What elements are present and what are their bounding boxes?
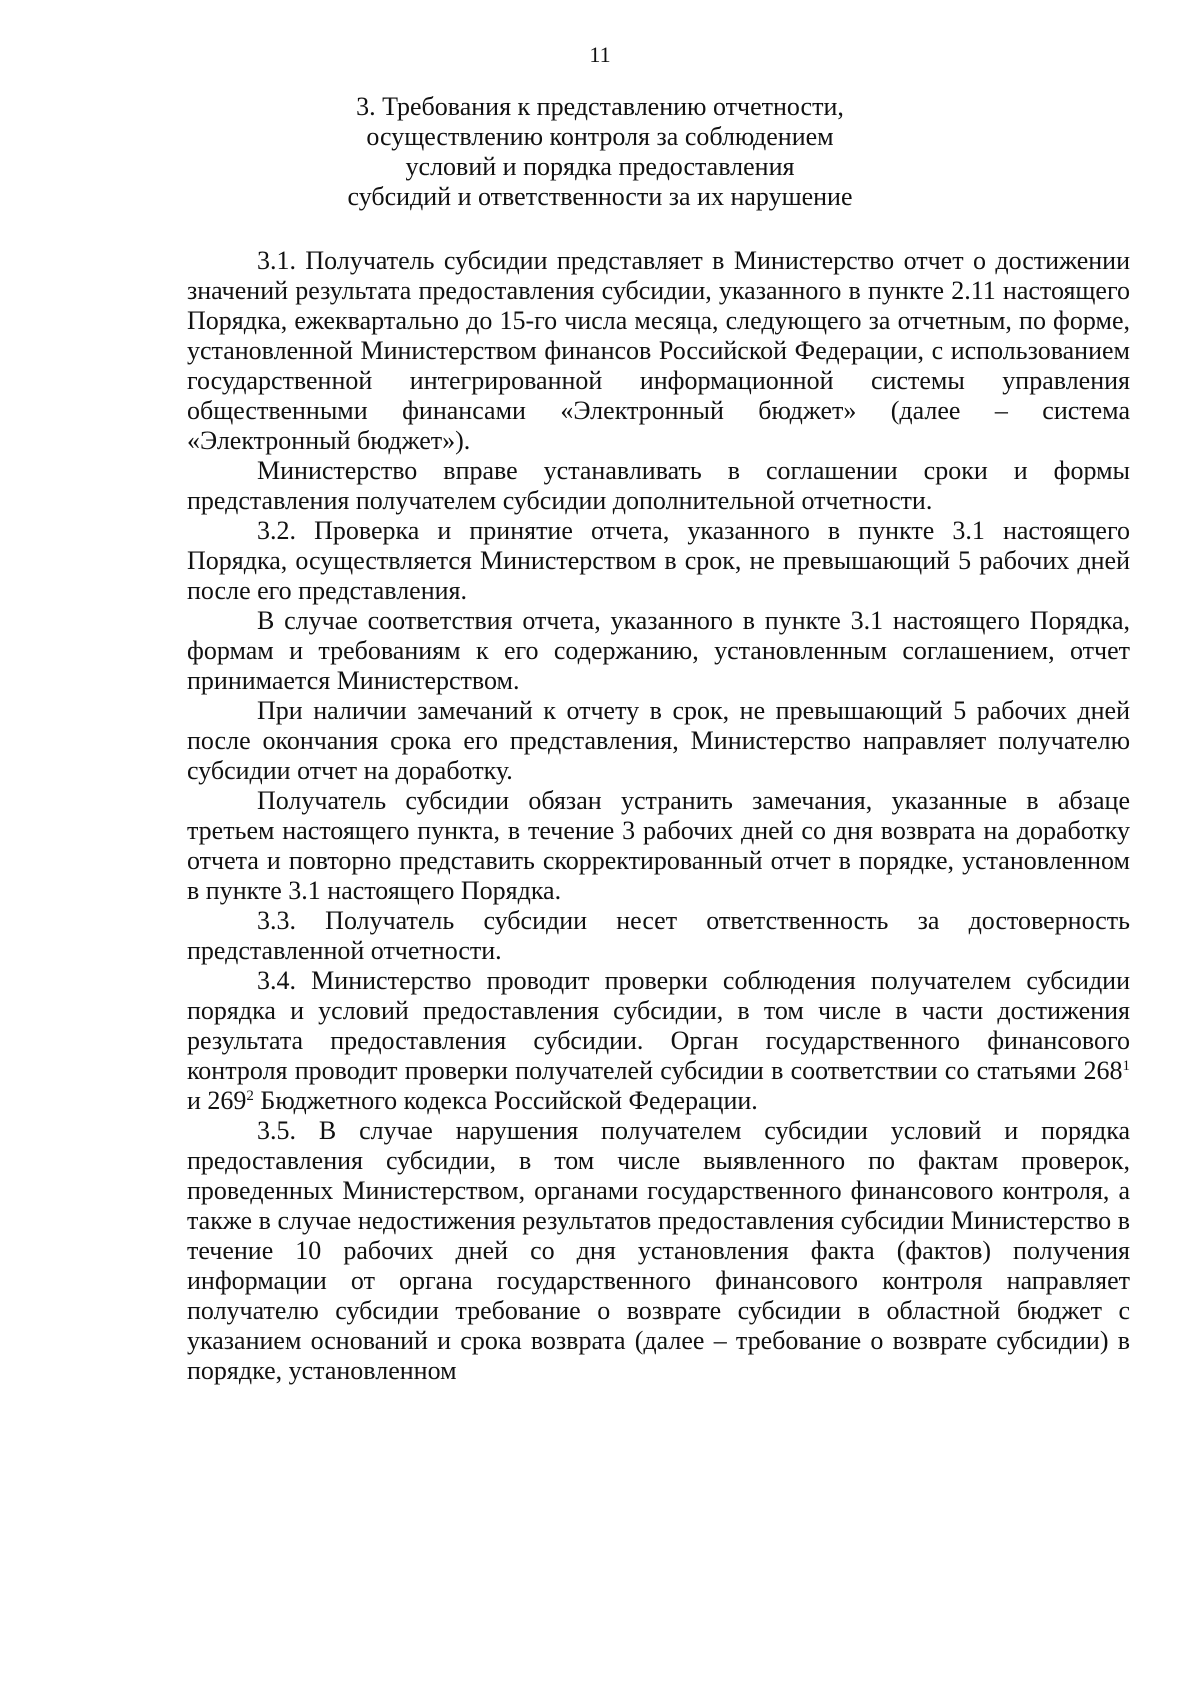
paragraph-3-2-acceptance: В случае соответствия отчета, указанного в пункте 3.1 настоящего Порядка, формам и требованиям к его содержанию, установленным соглашением, отчет принимается Министерством. xyxy=(187,606,1130,695)
heading-line-4: субсидий и ответственности за их нарушение xyxy=(347,182,853,211)
paragraph-3-2-corrections: Получатель субсидии обязан устранить замечания, указанные в абзаце третьем настоящего пункта, в течение 3 рабочих дней со дня возврата на доработку отчета и повторно представить скорректированный отчет в порядке, установленном в пункте 3.1 настоящего Порядка. xyxy=(187,786,1130,905)
paragraph-3-3: 3.3. Получатель субсидии несет ответственность за достоверность представленной отчетности. xyxy=(187,906,1130,965)
paragraph-3-5: 3.5. В случае нарушения получателем субсидии условий и порядка предоставления субсидии, в том числе выявленного по фактам проверок, проведенных Министерством, органами государственного финансового контроля, а также в случае недостижения результатов предоставления субсидии Министерство в течение 10 рабочих дней со дня установления факта (фактов) получения информации от органа государственного финансового контроля направляет получателю субсидии требование о возврате субсидии в областной бюджет с указанием оснований и срока возврата (далее – требование о возврате субсидии) в порядке, установленном xyxy=(187,1116,1130,1385)
paragraph-3-4 xyxy=(187,966,1130,1116)
paragraph-3-4-text-2: и 269 xyxy=(187,1086,247,1115)
superscript-2: 2 xyxy=(246,1088,254,1104)
page-number: 11 xyxy=(589,42,611,67)
section-heading xyxy=(0,92,1200,212)
heading-line-3: условий и порядка предоставления xyxy=(405,152,795,181)
body-text xyxy=(187,246,1130,1386)
paragraph-3-1-additional: Министерство вправе устанавливать в соглашении сроки и формы представления получателем субсидии дополнительной отчетности. xyxy=(187,456,1130,515)
heading-line-1: 3. Требования к представлению отчетности, xyxy=(356,92,844,121)
heading-line-2: осуществлению контроля за соблюдением xyxy=(366,122,834,151)
paragraph-3-4-text-1: 3.4. Министерство проводит проверки соблюдения получателем субсидии порядка и условий предоставления субсидии, в том числе в части достижения результата предоставления субсидии. Орган государственного финансового контроля проводит проверки получателей субсидии в соответствии со статьями 268 xyxy=(187,966,1130,1085)
paragraph-3-2: 3.2. Проверка и принятие отчета, указанного в пункте 3.1 настоящего Порядка, осуществляется Министерством в срок, не превышающий 5 рабочих дней после его представления. xyxy=(187,516,1130,605)
superscript-1: 1 xyxy=(1122,1058,1130,1074)
paragraph-3-2-remarks: При наличии замечаний к отчету в срок, не превышающий 5 рабочих дней после окончания срока его представления, Министерство направляет получателю субсидии отчет на доработку. xyxy=(187,696,1130,785)
paragraph-3-1: 3.1. Получатель субсидии представляет в Министерство отчет о достижении значений результата предоставления субсидии, указанного в пункте 2.11 настоящего Порядка, ежеквартально до 15-го числа месяца, следующего за отчетным, по форме, установленной Министерством финансов Российской Федерации, с использованием государственной интегрированной информационной системы управления общественными финансами «Электронный бюджет» (далее – система «Электронный бюджет»). xyxy=(187,246,1130,455)
paragraph-3-4-text-3: Бюджетного кодекса Российской Федерации. xyxy=(253,1086,758,1115)
